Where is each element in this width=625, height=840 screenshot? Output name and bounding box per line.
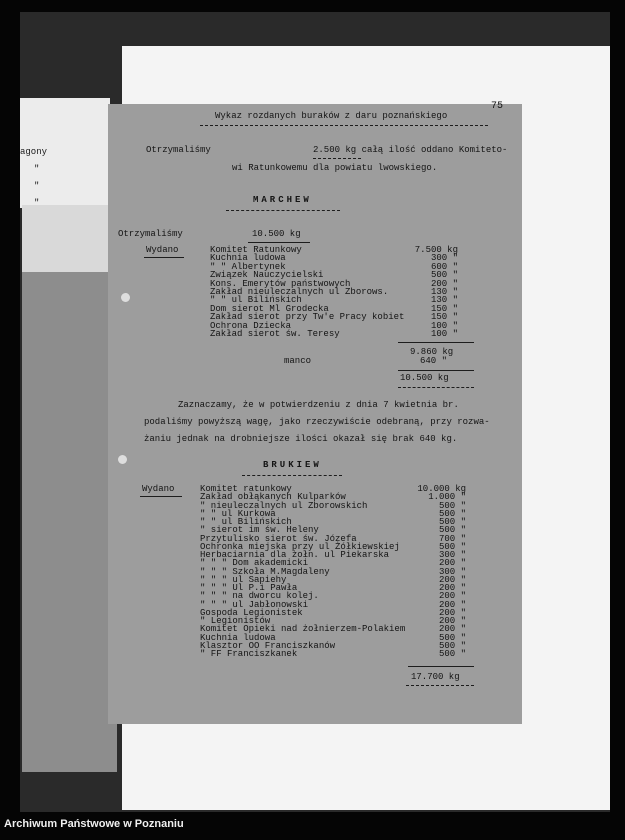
item-quantity: 500 " [438, 500, 466, 511]
item-quantity: 200 " [438, 616, 466, 626]
item-name: " " " Dom akademicki [200, 558, 309, 569]
item-name: " " ul Bilińskich [200, 517, 292, 527]
received-beets-line: wi Ratunkowemu dla powiatu lwowskiego. [232, 163, 438, 173]
item-name: " " Albertynek [210, 261, 286, 272]
document-title: Wykaz rozdanych buraków z daru poznańskiego [215, 111, 448, 121]
item-quantity: 7.500 kg [414, 245, 458, 255]
rutabaga-heading: BRUKIEW [263, 460, 322, 470]
left-page-edge [22, 205, 117, 273]
item-quantity: 150 " [430, 312, 458, 323]
item-name: Zakład sierot przy Tw'e Pracy kobiet [210, 312, 405, 323]
carrots-total-rule [398, 370, 474, 371]
item-name: " " " ul Sapiehy [200, 574, 287, 585]
rutabaga-total: 17.700 kg [411, 672, 460, 682]
item-name: " " " na dworcu kolej. [200, 591, 319, 602]
item-name: " " " ul Jabłonowski [200, 599, 309, 610]
received-value-underline [248, 242, 310, 243]
rutabaga-sum-rule [408, 666, 474, 667]
item-name: Przytulisko sierot św. Józefa [200, 533, 357, 544]
item-name: " sierot im św. Heleny [200, 525, 319, 536]
item-name: " nieuleczalnych ul Zborowskich [200, 500, 368, 511]
received-underline [313, 158, 361, 159]
document-page [108, 101, 522, 724]
carrots-total-underline [398, 387, 474, 388]
title-underline [200, 125, 488, 126]
item-quantity: 300 " [430, 253, 458, 264]
left-page-shadow [22, 272, 117, 772]
item-quantity: 200 " [438, 599, 466, 610]
item-quantity: 200 " [438, 558, 466, 569]
rutabaga-issued-label: Wydano [142, 484, 175, 494]
item-quantity: 130 " [430, 295, 458, 306]
item-quantity: 700 " [438, 533, 466, 544]
note-line: żaniu jednak na drobniejsze ilości okazał się brak 640 kg. [144, 434, 458, 444]
item-name: Herbaciarnia dla żołn. ul Piekarska [200, 550, 390, 560]
carrots-shortage: 640 " [420, 356, 448, 366]
page-number: 75 [491, 101, 504, 112]
item-name: Kuchnia ludowa [210, 253, 286, 264]
item-name: Zakład nieuleczalnych ul Zborows. [210, 287, 389, 297]
item-quantity: 500 " [430, 270, 458, 281]
item-quantity: 500 " [438, 632, 466, 643]
item-name: " " " Ul P.i Pawła [200, 583, 298, 593]
item-quantity: 150 " [430, 303, 458, 314]
item-quantity: 300 " [438, 550, 466, 560]
left-fragment-line: agony [20, 147, 48, 157]
item-name: " " " Szkoła M.Magdaleny [200, 566, 330, 577]
item-quantity: 200 " [438, 607, 466, 618]
item-quantity: 200 " [438, 574, 466, 585]
left-fragment-line: " [34, 164, 40, 174]
issued-label-underline [144, 257, 184, 258]
punch-hole [118, 455, 127, 464]
carrots-received-label: Otrzymaliśmy [118, 229, 183, 239]
carrots-issued-label: Wydano [146, 245, 179, 255]
carrots-subtotal: 9.860 kg [410, 347, 454, 357]
item-quantity: 200 " [438, 583, 466, 593]
item-name: Kuchnia ludowa [200, 632, 276, 643]
received-label: Otrzymaliśmy [146, 145, 211, 155]
item-quantity: 500 " [438, 541, 466, 552]
carrots-sum-rule [398, 342, 474, 343]
item-name: " Legionistów [200, 616, 271, 626]
item-name: Związek Nauczycielski [210, 270, 324, 281]
item-quantity: 1.000 " [428, 492, 466, 503]
left-fragment-line: " [34, 198, 40, 208]
item-name: Ochronka miejska przy ul Żółkiewskiej [200, 541, 400, 552]
note-line: podaliśmy powyższą wagę, jako rzeczywiście odebraną, przy rozwa- [144, 417, 490, 427]
carrots-total: 10.500 kg [400, 373, 449, 383]
item-quantity: 500 " [438, 525, 466, 536]
carrots-heading-underline [226, 210, 340, 211]
item-quantity: 10.000 kg [417, 484, 466, 494]
item-quantity: 300 " [438, 566, 466, 577]
rutabaga-total-underline [406, 685, 474, 686]
item-quantity: 500 " [438, 517, 466, 527]
received-beets-line: 2.500 kg całą ilość oddano Komiteto- [313, 145, 508, 155]
shortage-label: manco [284, 356, 312, 366]
item-name: Kons. Emerytów państwowych [210, 278, 351, 289]
item-quantity: 100 " [430, 329, 458, 339]
carrots-received-value: 10.500 kg [252, 229, 301, 239]
item-quantity: 500 " [438, 508, 466, 519]
item-name: Zakład sierot św. Teresy [210, 329, 340, 339]
item-name: Zakład obłąkanych Kulparków [200, 492, 346, 503]
punch-hole [121, 293, 130, 302]
item-name: Klasztor OO Franciszkanów [200, 640, 336, 651]
item-quantity: 200 " [438, 591, 466, 602]
item-name: " " ul Bilińskich [210, 295, 302, 306]
item-name: " " ul Kurkowa [200, 508, 276, 519]
left-fragment-line: " [34, 181, 40, 191]
rutabaga-heading-underline [242, 475, 342, 476]
item-quantity: 500 " [438, 640, 466, 651]
item-quantity: 600 " [430, 261, 458, 272]
rutabaga-issued-underline [140, 496, 182, 497]
item-quantity: 200 " [430, 278, 458, 289]
item-name: Komitet ratunkowy [200, 484, 292, 494]
item-name: Gospoda Legionistek [200, 607, 303, 618]
item-quantity: 500 " [438, 649, 466, 659]
item-name: " FF Franciszkanek [200, 649, 298, 659]
item-quantity: 200 " [438, 624, 466, 635]
carrots-heading: MARCHEW [253, 195, 312, 205]
archive-footer: Archiwum Państwowe w Poznaniu [4, 818, 184, 830]
item-name: Komitet Opieki nad żołnierzem-Polakiem [200, 624, 406, 635]
item-quantity: 130 " [430, 287, 458, 297]
item-name: Dom sierot Ml Grodecka [210, 303, 329, 314]
item-name: Ochrona Dziecka [210, 320, 292, 331]
note-line: Zaznaczamy, że w potwierdzeniu z dnia 7 kwietnia br. [178, 400, 459, 410]
item-name: Komitet Ratunkowy [210, 245, 302, 255]
item-quantity: 100 " [430, 320, 458, 331]
